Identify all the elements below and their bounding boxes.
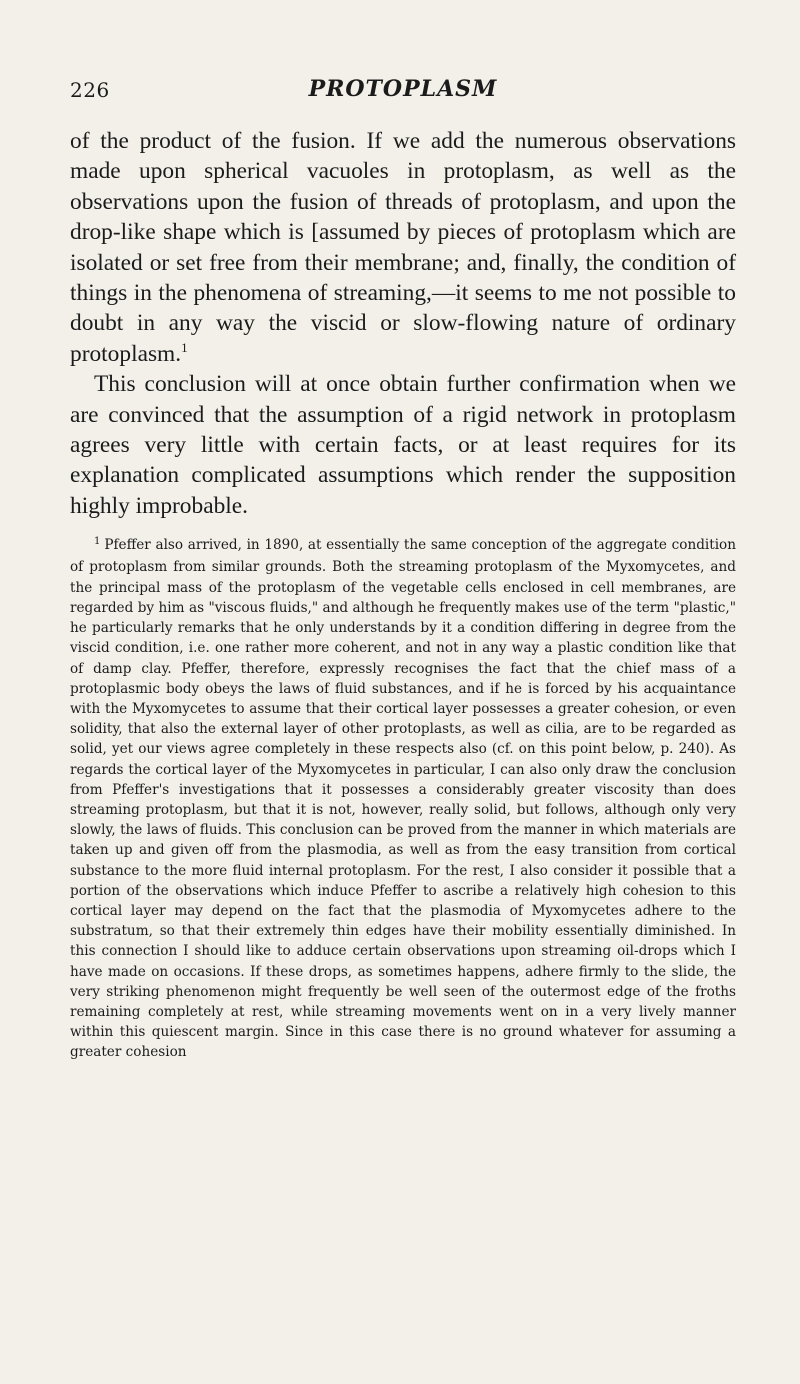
running-head xyxy=(70,72,736,112)
paragraph-1-text: of the product of the fusion. If we add the numerous observations made upon spherical vacuoles in protoplasm, as well as the observations upon the fusion of threads of protoplasm, and upon the drop-like shape which is [assumed by pieces of protoplasm which are isolated or set free from their membrane; and, finally, the condition of things in the phenomena of streaming,—it seems to me not possible to doubt in any way the viscid or slow-flowing nature of ordinary protoplasm. xyxy=(70,128,736,367)
footnote-marker: 1 xyxy=(94,536,101,548)
book-page xyxy=(70,72,736,1063)
page-number: 226 xyxy=(70,78,110,102)
paragraph-2: This conclusion will at once obtain further confirmation when we are convinced that the assumption of a rigid network in protoplasm agrees very little with certain facts, or at least requires for its explanation complicated assumptions which render the supposition highly improbable. xyxy=(70,371,736,519)
footnote-text: Pfeffer also arrived, in 1890, at essentially the same conception of the aggregate condition of protoplasm from similar grounds. Both the streaming protoplasm of the Myxomycetes, and the principal mass of the protoplasm of the vegetable cells enclosed in cell membranes, are regarded by him as "viscous fluids," and although he frequently makes use of the term "plastic," he particularly remarks that he only understands by it a condition differing in degree from the viscid condition, i.e. one rather more coherent, and not in any way a plastic condition like that of damp clay. Pfeffer, therefore, expressly recognises the fact that the chief mass of a protoplasmic body obeys the laws of fluid substances, and if he is forced by his acquaintance with the Myxomycetes to assume that their cortical layer possesses a greater cohesion, or even solidity, that also the external layer of other protoplasts, as well as cilia, are to be regarded as solid, yet our views agree completely in these respects also (cf. on this point below, p. 240). As regards the cortical layer of the Myxomycetes in particular, I can also only draw the conclusion from Pfeffer's investigations that it possesses a considerably greater viscosity than does streaming protoplasm, but that it is not, however, really solid, but follows, although only very slowly, the laws of fluids. This conclusion can be proved from the manner in which materials are taken up and given off from the plasmodia, as well as from the easy transition from cortical substance to the more fluid internal protoplasm. For the rest, I also consider it possible that a portion of the observations which induce Pfeffer to ascribe a relatively high cohesion to this cortical layer may depend on the fact that the plasmodia of Myxomycetes adhere to the substratum, so that their extremely thin edges have their mobility essentially diminished. In this connection I should like to adduce certain observations upon streaming oil-drops which I have made on occasions. If these drops, as sometimes happens, adhere firmly to the slide, the very striking phenomenon might frequently be well seen of the outermost edge of the froths remaining completely at rest, while streaming movements went on in a very lively manner within this quiescent margin. Since in this case there is no ground whatever for assuming a greater cohesion xyxy=(70,537,736,1061)
main-text xyxy=(70,126,736,521)
paragraph-continued xyxy=(70,126,736,369)
footnote xyxy=(70,535,736,1062)
running-title: PROTOPLASM xyxy=(308,76,498,102)
footnote-reference: 1 xyxy=(181,339,188,355)
